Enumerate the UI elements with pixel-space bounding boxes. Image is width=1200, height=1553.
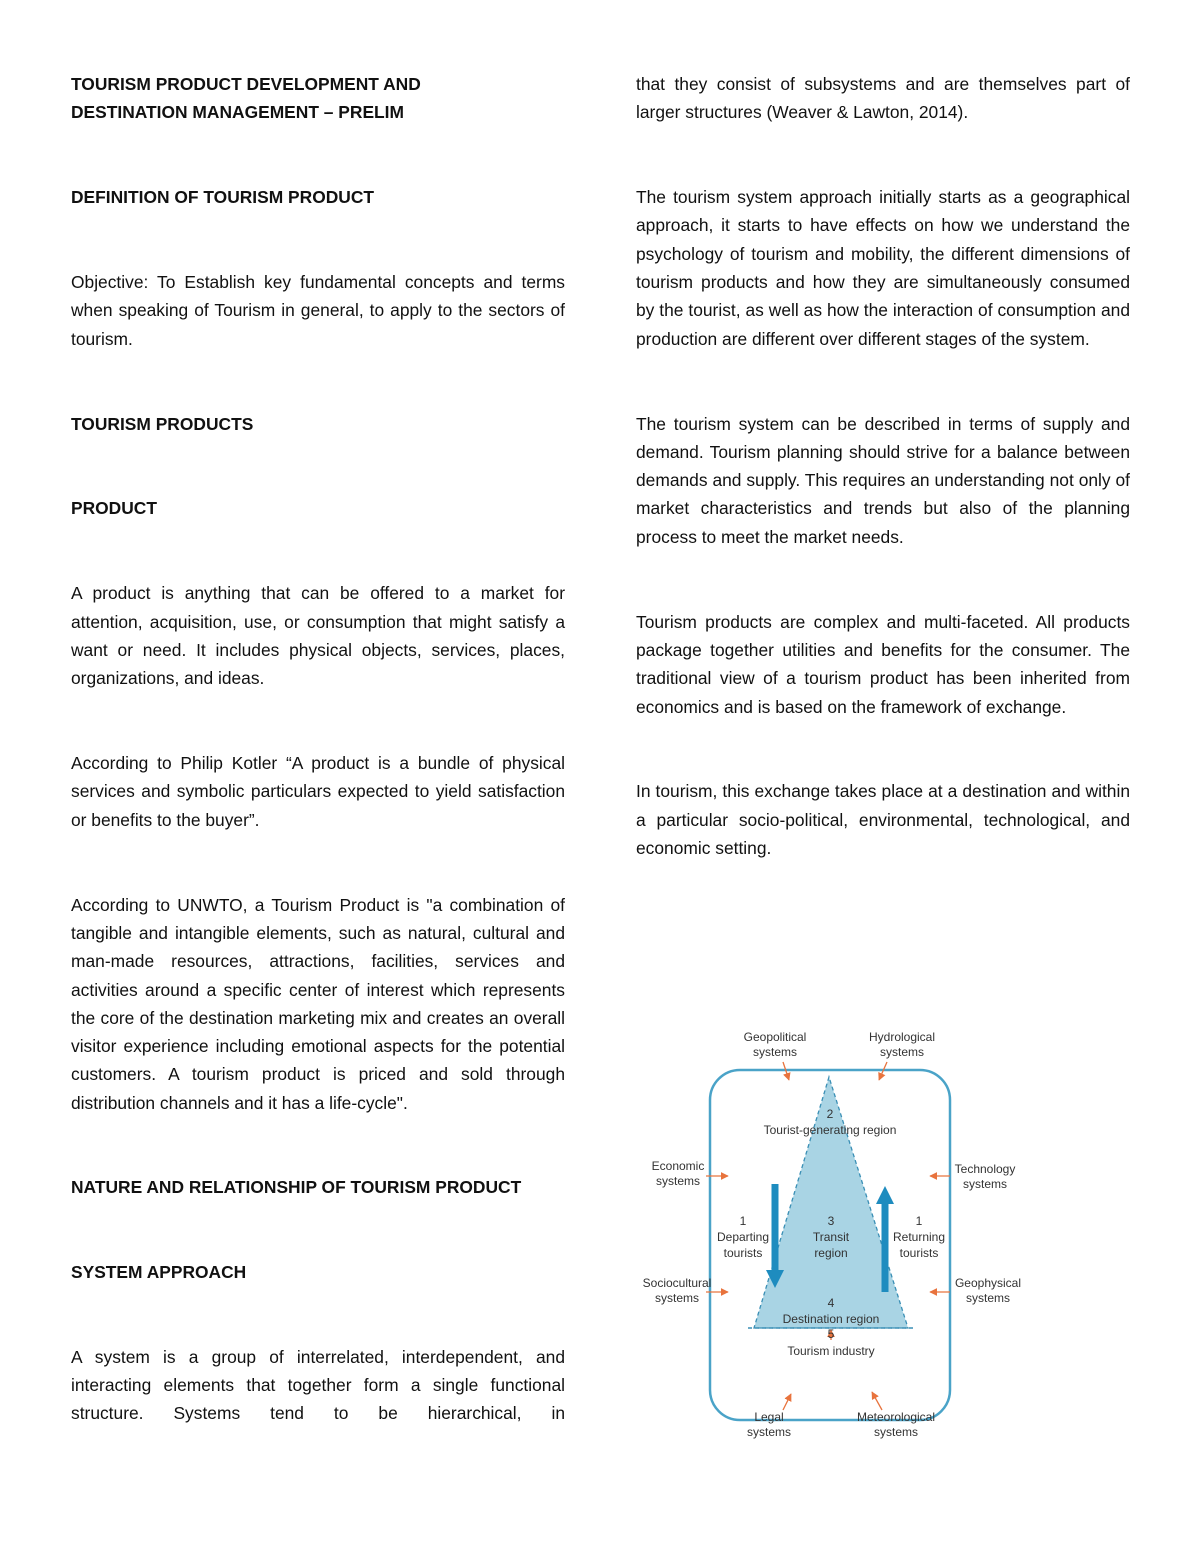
tourism-industry-number: 5	[827, 1327, 835, 1341]
generating-region-label: Tourist-generating region	[763, 1123, 897, 1137]
economic-label: Economic systems	[651, 1159, 705, 1188]
destination-region-label: Destination region	[782, 1312, 880, 1326]
definition-heading: DEFINITION OF TOURISM PRODUCT	[71, 187, 375, 208]
legal-influence-arrow	[783, 1394, 791, 1410]
document-title-line-2: DESTINATION MANAGEMENT – PRELIM	[71, 102, 405, 123]
product-heading: PRODUCT	[71, 498, 157, 519]
unwto-definition-paragraph: According to UNWTO, a Tourism Product is "a combination of tangible and intangible elements, such as natural, cultural and man-made resources, attractions, facilities, services and activities around a specific center of interest which represents the core of the destination marketing mix and creates an overall visitor experience including emotional aspects for the potential customers. A tourism product is priced and sold through distribution channels and it has a life-cycle".	[71, 894, 565, 1113]
legal-label: Legal systems	[746, 1410, 792, 1439]
exchange-setting-paragraph: In tourism, this exchange takes place at a destination and within a particular socio-political, environmental, technological, and economic setting.	[636, 781, 1130, 859]
geographical-approach-paragraph: The tourism system approach initially starts as a geographical approach, it starts to have effects on how we understand the psychology of tourism and mobility, the different dimensions of tourism products and how they are simultaneously consumed by the tourist, as well as how the interaction of consumption and production are different over different stages of the system.	[636, 187, 1130, 349]
system-definition-continued: that they consist of subsystems and are themselves part of larger structures (Weaver & Lawton, 2014).	[636, 74, 1130, 123]
hydrological-label: Hydrological systems	[868, 1030, 936, 1059]
nature-relationship-heading: NATURE AND RELATIONSHIP OF TOURISM PRODUCT	[71, 1176, 522, 1197]
technology-label: Technology systems	[954, 1162, 1016, 1191]
system-definition-paragraph: A system is a group of interrelated, interdependent, and interacting elements that together form a single functional structure. Systems tend to be hierarchical, in	[71, 1346, 565, 1424]
returning-tourists-label: 1 Returning tourists	[892, 1214, 946, 1260]
left-column	[71, 70, 565, 1428]
complex-products-paragraph: Tourism products are complex and multi-faceted. All products package together utilities and benefits for the consumer. The traditional view of a tourism product has been inherited from economics and is based on the framework of exchange.	[636, 611, 1130, 717]
system-approach-heading: SYSTEM APPROACH	[71, 1261, 247, 1282]
sociocultural-label: Sociocultural systems	[642, 1276, 712, 1305]
transit-region-label: 3 Transit region	[812, 1214, 850, 1260]
meteorological-label: Meteorological systems	[856, 1410, 936, 1439]
geophysical-label: Geophysical systems	[954, 1276, 1022, 1305]
document-title-line-1: TOURISM PRODUCT DEVELOPMENT AND	[71, 74, 421, 94]
geopolitical-label: Geopolitical systems	[743, 1030, 807, 1059]
objective-paragraph: Objective: To Establish key fundamental concepts and terms when speaking of Tourism in general, to apply to the sectors of tourism.	[71, 272, 565, 349]
supply-demand-paragraph: The tourism system can be described in terms of supply and demand. Tourism planning should strive for a balance between demands and supply. This requires an understanding not only of market characteristics and trends but also of the planning process to meet the market needs.	[636, 413, 1130, 547]
kotler-quote-paragraph: According to Philip Kotler “A product is a bundle of physical services and symbolic particulars expected to yield satisfaction or benefits to the buyer”.	[71, 753, 565, 830]
tourism-products-heading: TOURISM PRODUCTS	[71, 413, 254, 434]
product-definition-paragraph: A product is anything that can be offered to a market for attention, acquisition, use, or consumption that might satisfy a want or need. It includes physical objects, services, places, organizations, and ideas.	[71, 583, 565, 689]
destination-region-number: 4	[827, 1296, 835, 1310]
tourism-industry-label: Tourism industry	[787, 1344, 875, 1358]
generating-region-number: 2	[826, 1107, 834, 1121]
departing-tourists-label: 1 Departing tourists	[716, 1214, 770, 1260]
meteorological-influence-arrow	[872, 1392, 882, 1410]
right-column	[636, 70, 1130, 862]
tourism-system-diagram	[636, 1022, 1036, 1452]
